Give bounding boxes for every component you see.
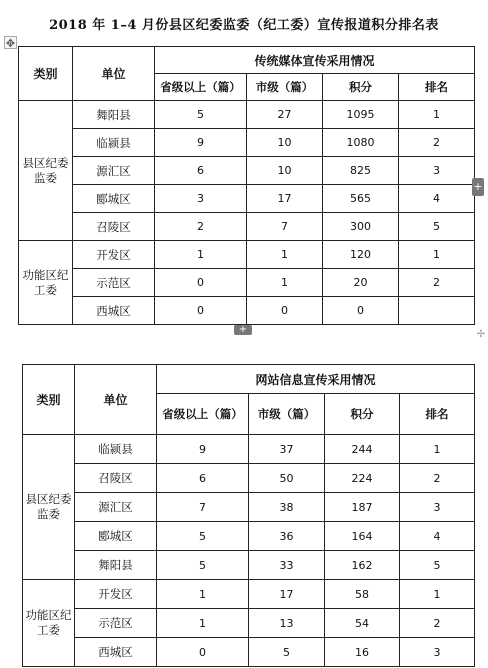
group-label: 县区纪委监委 [23, 435, 75, 580]
provincial-cell: 0 [155, 297, 247, 325]
header-city: 市级（篇） [249, 394, 325, 435]
provincial-cell: 6 [155, 157, 247, 185]
unit-cell: 郾城区 [75, 522, 157, 551]
score-cell: 300 [323, 213, 399, 241]
score-cell: 0 [323, 297, 399, 325]
header-category: 类别 [19, 47, 73, 101]
unit-cell: 开发区 [75, 580, 157, 609]
header-rank: 排名 [399, 74, 475, 101]
provincial-cell: 3 [155, 185, 247, 213]
table-row [19, 157, 475, 185]
unit-cell: 召陵区 [75, 464, 157, 493]
city-cell: 5 [249, 638, 325, 667]
table-row [19, 241, 475, 269]
header-category: 类别 [23, 365, 75, 435]
unit-cell: 临颍县 [73, 129, 155, 157]
header-unit: 单位 [75, 365, 157, 435]
unit-cell: 郾城区 [73, 185, 155, 213]
rank-cell: 5 [400, 551, 475, 580]
plus-icon[interactable]: + [472, 178, 484, 196]
plus-icon[interactable]: + [234, 325, 252, 335]
score-cell: 54 [325, 609, 400, 638]
table-row [19, 185, 475, 213]
score-cell: 58 [325, 580, 400, 609]
city-cell: 0 [247, 297, 323, 325]
table-row [19, 101, 475, 129]
unit-cell: 召陵区 [73, 213, 155, 241]
score-cell: 20 [323, 269, 399, 297]
city-cell: 10 [247, 157, 323, 185]
provincial-cell: 1 [155, 241, 247, 269]
unit-cell: 示范区 [75, 609, 157, 638]
table-row [19, 297, 475, 325]
table-row [19, 213, 475, 241]
city-cell: 37 [249, 435, 325, 464]
score-cell: 162 [325, 551, 400, 580]
score-cell: 16 [325, 638, 400, 667]
score-cell: 244 [325, 435, 400, 464]
unit-cell: 西城区 [75, 638, 157, 667]
table-row [23, 638, 475, 667]
traditional-media-table [18, 46, 475, 325]
unit-cell: 源汇区 [75, 493, 157, 522]
rank-cell: 3 [399, 157, 475, 185]
table-row [23, 609, 475, 638]
rank-cell: 2 [399, 129, 475, 157]
score-cell: 164 [325, 522, 400, 551]
score-cell: 224 [325, 464, 400, 493]
unit-cell: 示范区 [73, 269, 155, 297]
rank-cell: 1 [400, 435, 475, 464]
city-cell: 13 [249, 609, 325, 638]
header-provincial: 省级以上（篇） [157, 394, 249, 435]
score-cell: 1095 [323, 101, 399, 129]
unit-cell: 西城区 [73, 297, 155, 325]
group-label: 功能区纪工委 [19, 241, 73, 325]
city-cell: 1 [247, 269, 323, 297]
header-score: 积分 [323, 74, 399, 101]
city-cell: 1 [247, 241, 323, 269]
header-rank: 排名 [400, 394, 475, 435]
table-row [23, 464, 475, 493]
rank-cell: 1 [399, 241, 475, 269]
header-unit: 单位 [73, 47, 155, 101]
city-cell: 17 [249, 580, 325, 609]
city-cell: 17 [247, 185, 323, 213]
provincial-cell: 9 [155, 129, 247, 157]
section-title: 网站信息宣传采用情况 [157, 365, 475, 394]
unit-cell: 舞阳县 [73, 101, 155, 129]
provincial-cell: 6 [157, 464, 249, 493]
rank-cell: 3 [400, 638, 475, 667]
rank-cell: 2 [400, 609, 475, 638]
table-row [23, 551, 475, 580]
table-row [23, 493, 475, 522]
rank-cell: 5 [399, 213, 475, 241]
section-title: 传统媒体宣传采用情况 [155, 47, 475, 74]
rank-cell: 1 [400, 580, 475, 609]
score-cell: 120 [323, 241, 399, 269]
page-title: 2018 年 1–4 月份县区纪委监委（纪工委）宣传报道积分排名表 [49, 18, 439, 33]
header-provincial: 省级以上（篇） [155, 74, 247, 101]
score-cell: 565 [323, 185, 399, 213]
city-cell: 50 [249, 464, 325, 493]
city-cell: 7 [247, 213, 323, 241]
city-cell: 38 [249, 493, 325, 522]
unit-cell: 临颍县 [75, 435, 157, 464]
provincial-cell: 5 [155, 101, 247, 129]
table-row [23, 435, 475, 464]
unit-cell: 源汇区 [73, 157, 155, 185]
rank-cell: 4 [399, 185, 475, 213]
table-row [19, 129, 475, 157]
rank-cell: 1 [399, 101, 475, 129]
group-label: 县区纪委监委 [19, 101, 73, 241]
group-label: 功能区纪工委 [23, 580, 75, 667]
provincial-cell: 2 [155, 213, 247, 241]
rank-cell: 4 [400, 522, 475, 551]
unit-cell: 舞阳县 [75, 551, 157, 580]
score-cell: 1080 [323, 129, 399, 157]
provincial-cell: 7 [157, 493, 249, 522]
provincial-cell: 5 [157, 551, 249, 580]
city-cell: 27 [247, 101, 323, 129]
score-cell: 187 [325, 493, 400, 522]
corner-icon: ✢ [476, 329, 486, 340]
rank-cell: 2 [400, 464, 475, 493]
table-row [23, 580, 475, 609]
provincial-cell: 9 [157, 435, 249, 464]
provincial-cell: 1 [157, 580, 249, 609]
provincial-cell: 0 [157, 638, 249, 667]
table-row [19, 269, 475, 297]
table-row [23, 522, 475, 551]
header-city: 市级（篇） [247, 74, 323, 101]
rank-cell: 3 [400, 493, 475, 522]
header-score: 积分 [325, 394, 400, 435]
website-info-table [22, 364, 475, 667]
city-cell: 33 [249, 551, 325, 580]
city-cell: 36 [249, 522, 325, 551]
rank-cell: 2 [399, 269, 475, 297]
city-cell: 10 [247, 129, 323, 157]
score-cell: 825 [323, 157, 399, 185]
provincial-cell: 5 [157, 522, 249, 551]
provincial-cell: 1 [157, 609, 249, 638]
unit-cell: 开发区 [73, 241, 155, 269]
provincial-cell: 0 [155, 269, 247, 297]
rank-cell [399, 297, 475, 325]
move-icon[interactable]: ✥ [5, 37, 16, 50]
